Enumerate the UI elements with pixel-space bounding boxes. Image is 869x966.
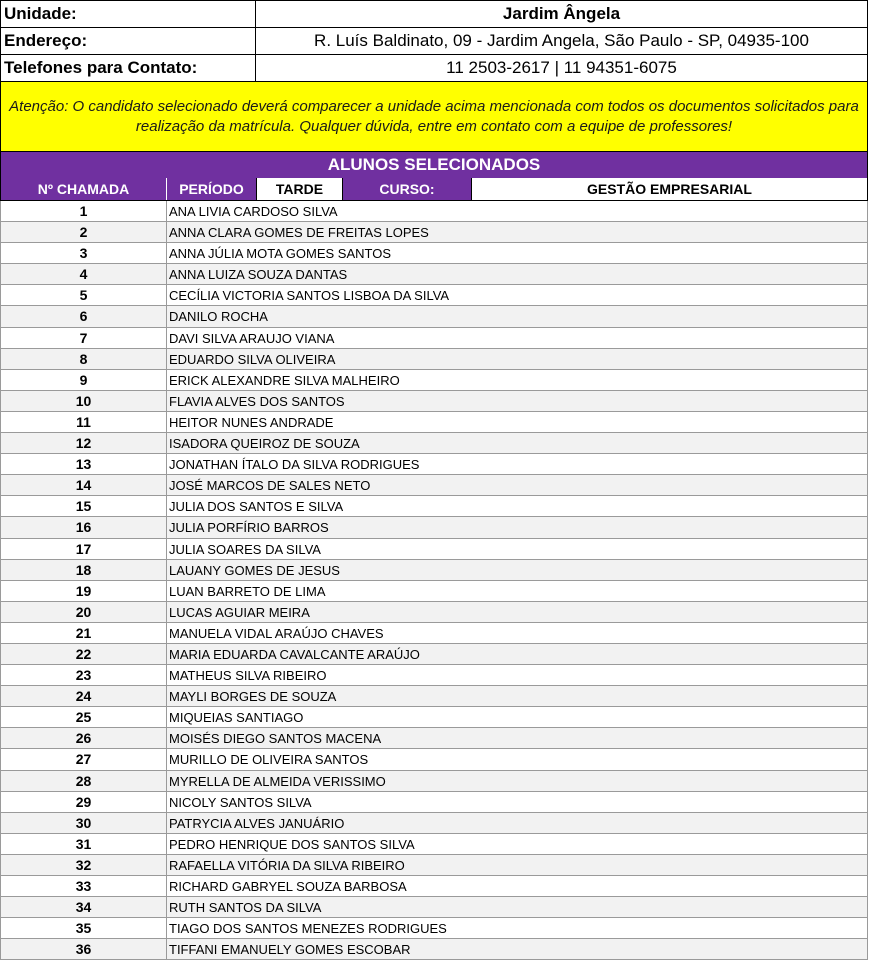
row-number: 27	[0, 749, 167, 769]
row-number: 36	[0, 939, 167, 959]
row-student-name: TIFFANI EMANUELY GOMES ESCOBAR	[167, 939, 868, 959]
row-number: 14	[0, 475, 167, 495]
table-row	[0, 918, 868, 939]
row-number: 12	[0, 433, 167, 453]
row-number: 1	[0, 201, 167, 221]
warning-text: Atenção: O candidato selecionado deverá comparecer a unidade acima mencionada com todos os documentos solicitados para realização da matrícula. Qualquer dúvida, entre em contato com a equipe de professores!	[9, 97, 859, 135]
row-student-name: ANA LIVIA CARDOSO SILVA	[167, 201, 868, 221]
table-row	[0, 285, 868, 306]
phones-value: 11 2503-2617 | 11 94351-6075	[256, 55, 868, 81]
row-student-name: JOSÉ MARCOS DE SALES NETO	[167, 475, 868, 495]
row-student-name: ERICK ALEXANDRE SILVA MALHEIRO	[167, 370, 868, 390]
row-student-name: LAUANY GOMES DE JESUS	[167, 560, 868, 580]
row-student-name: ANNA CLARA GOMES DE FREITAS LOPES	[167, 222, 868, 242]
row-number: 6	[0, 306, 167, 326]
row-number: 10	[0, 391, 167, 411]
table-row	[0, 391, 868, 412]
warning-notice	[0, 82, 868, 152]
row-student-name: MURILLO DE OLIVEIRA SANTOS	[167, 749, 868, 769]
row-student-name: MANUELA VIDAL ARAÚJO CHAVES	[167, 623, 868, 643]
unit-value: Jardim Ângela	[256, 1, 868, 27]
row-student-name: MYRELLA DE ALMEIDA VERISSIMO	[167, 771, 868, 791]
table-row	[0, 496, 868, 517]
row-student-name: ISADORA QUEIROZ DE SOUZA	[167, 433, 868, 453]
row-number: 33	[0, 876, 167, 896]
row-student-name: EDUARDO SILVA OLIVEIRA	[167, 349, 868, 369]
header-period-label: PERÍODO	[167, 178, 256, 200]
header-num-label: Nº CHAMADA	[0, 178, 167, 200]
row-number: 23	[0, 665, 167, 685]
row-number: 34	[0, 897, 167, 917]
row-student-name: MARIA EDUARDA CAVALCANTE ARAÚJO	[167, 644, 868, 664]
row-number: 7	[0, 328, 167, 348]
row-number: 31	[0, 834, 167, 854]
row-number: 30	[0, 813, 167, 833]
header-course-label: CURSO:	[343, 178, 471, 200]
table-row	[0, 560, 868, 581]
row-student-name: DANILO ROCHA	[167, 306, 868, 326]
row-student-name: JULIA SOARES DA SILVA	[167, 539, 868, 559]
address-value: R. Luís Baldinato, 09 - Jardim Angela, São Paulo - SP, 04935-100	[256, 28, 868, 54]
row-number: 29	[0, 792, 167, 812]
address-row	[0, 28, 868, 55]
row-number: 25	[0, 707, 167, 727]
row-student-name: JULIA DOS SANTOS E SILVA	[167, 496, 868, 516]
table-row	[0, 623, 868, 644]
row-student-name: DAVI SILVA ARAUJO VIANA	[167, 328, 868, 348]
row-student-name: LUAN BARRETO DE LIMA	[167, 581, 868, 601]
row-number: 11	[0, 412, 167, 432]
row-number: 21	[0, 623, 167, 643]
row-number: 24	[0, 686, 167, 706]
table-row	[0, 855, 868, 876]
unit-row	[0, 0, 868, 28]
table-row	[0, 517, 868, 538]
phones-row	[0, 55, 868, 82]
phones-label: Telefones para Contato:	[0, 55, 256, 81]
table-row	[0, 539, 868, 560]
table-row	[0, 454, 868, 475]
table-row	[0, 412, 868, 433]
table-row	[0, 349, 868, 370]
table-row	[0, 475, 868, 496]
row-number: 3	[0, 243, 167, 263]
address-label: Endereço:	[0, 28, 256, 54]
row-student-name: JULIA PORFÍRIO BARROS	[167, 517, 868, 537]
row-number: 17	[0, 539, 167, 559]
table-row	[0, 897, 868, 918]
table-row	[0, 939, 868, 960]
table-row	[0, 876, 868, 897]
row-number: 20	[0, 602, 167, 622]
table-row	[0, 222, 868, 243]
row-student-name: ANNA LUIZA SOUZA DANTAS	[167, 264, 868, 284]
row-number: 15	[0, 496, 167, 516]
row-student-name: ANNA JÚLIA MOTA GOMES SANTOS	[167, 243, 868, 263]
row-student-name: FLAVIA ALVES DOS SANTOS	[167, 391, 868, 411]
table-row	[0, 243, 868, 264]
table-row	[0, 707, 868, 728]
table-row	[0, 813, 868, 834]
table-row	[0, 306, 868, 327]
row-student-name: RICHARD GABRYEL SOUZA BARBOSA	[167, 876, 868, 896]
row-student-name: MAYLI BORGES DE SOUZA	[167, 686, 868, 706]
table-row	[0, 602, 868, 623]
table-row	[0, 686, 868, 707]
table-row	[0, 728, 868, 749]
row-number: 13	[0, 454, 167, 474]
row-number: 26	[0, 728, 167, 748]
row-student-name: MATHEUS SILVA RIBEIRO	[167, 665, 868, 685]
row-number: 16	[0, 517, 167, 537]
table-row	[0, 581, 868, 602]
row-number: 32	[0, 855, 167, 875]
row-student-name: NICOLY SANTOS SILVA	[167, 792, 868, 812]
row-student-name: RUTH SANTOS DA SILVA	[167, 897, 868, 917]
row-student-name: JONATHAN ÍTALO DA SILVA RODRIGUES	[167, 454, 868, 474]
row-number: 4	[0, 264, 167, 284]
row-student-name: MIQUEIAS SANTIAGO	[167, 707, 868, 727]
row-number: 5	[0, 285, 167, 305]
unit-label: Unidade:	[0, 1, 256, 27]
table-row	[0, 328, 868, 349]
row-student-name: PATRYCIA ALVES JANUÁRIO	[167, 813, 868, 833]
row-student-name: LUCAS AGUIAR MEIRA	[167, 602, 868, 622]
row-student-name: MOISÉS DIEGO SANTOS MACENA	[167, 728, 868, 748]
list-title: ALUNOS SELECIONADOS	[0, 152, 868, 178]
table-row	[0, 264, 868, 285]
row-student-name: CECÍLIA VICTORIA SANTOS LISBOA DA SILVA	[167, 285, 868, 305]
table-row	[0, 201, 868, 222]
table-row	[0, 644, 868, 665]
students-list	[0, 201, 868, 960]
header-period-value: TARDE	[256, 178, 343, 200]
row-number: 35	[0, 918, 167, 938]
table-row	[0, 433, 868, 454]
row-number: 8	[0, 349, 167, 369]
row-number: 22	[0, 644, 167, 664]
list-header	[0, 178, 868, 201]
table-row	[0, 749, 868, 770]
table-row	[0, 834, 868, 855]
table-row	[0, 771, 868, 792]
row-student-name: PEDRO HENRIQUE DOS SANTOS SILVA	[167, 834, 868, 854]
row-number: 9	[0, 370, 167, 390]
row-number: 18	[0, 560, 167, 580]
row-number: 2	[0, 222, 167, 242]
row-number: 28	[0, 771, 167, 791]
table-row	[0, 792, 868, 813]
table-row	[0, 370, 868, 391]
table-row	[0, 665, 868, 686]
row-number: 19	[0, 581, 167, 601]
row-student-name: HEITOR NUNES ANDRADE	[167, 412, 868, 432]
header-course-value: GESTÃO EMPRESARIAL	[471, 178, 868, 200]
row-student-name: RAFAELLA VITÓRIA DA SILVA RIBEIRO	[167, 855, 868, 875]
row-student-name: TIAGO DOS SANTOS MENEZES RODRIGUES	[167, 918, 868, 938]
